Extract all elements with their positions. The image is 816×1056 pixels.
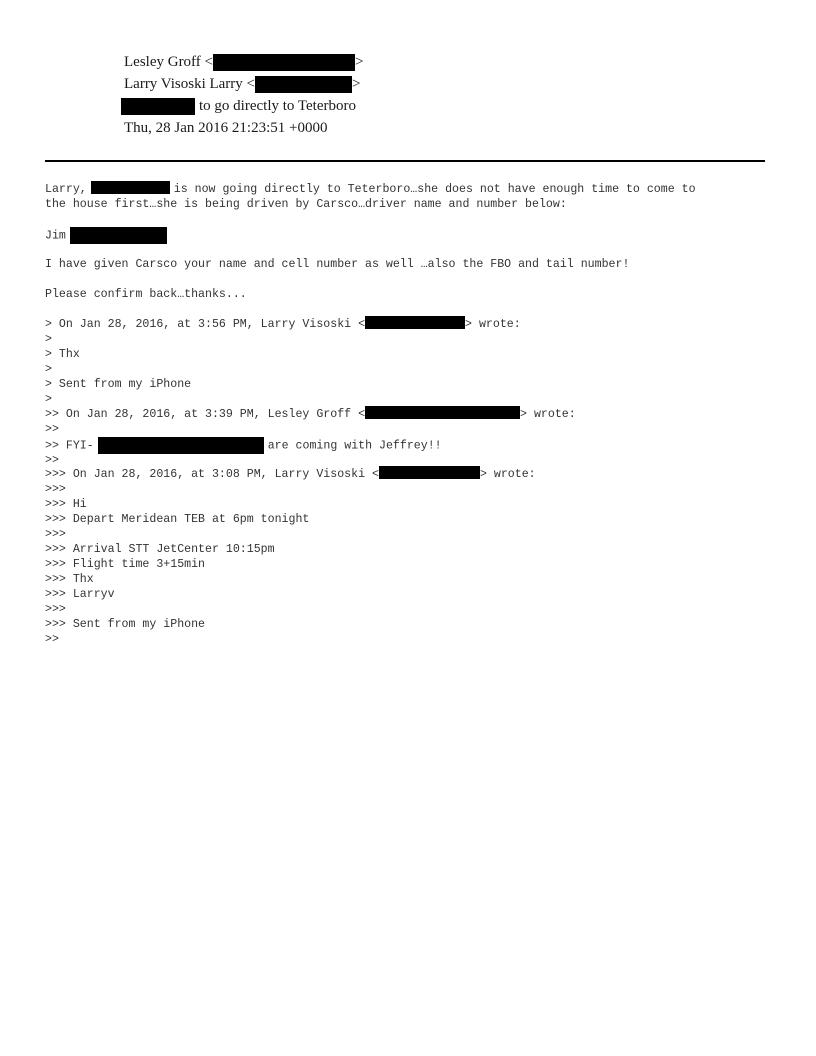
redaction-block bbox=[98, 437, 264, 454]
date-value: Thu, 28 Jan 2016 21:23:51 +0000 bbox=[124, 120, 328, 136]
quote-line: >>> bbox=[45, 528, 66, 541]
quote-line: >>> Larryv bbox=[45, 588, 115, 601]
body-line: I have given Carsco your name and cell number as well …also the FBO and tail number! bbox=[45, 258, 630, 271]
from-value: Lesley Groff < bbox=[124, 54, 213, 70]
quote-line: > Sent from my iPhone bbox=[45, 378, 192, 391]
quote-line: > Thx bbox=[45, 348, 80, 361]
body-line: Larry, is now going directly to Teterboro…she does not have enough time to come to bbox=[45, 183, 696, 196]
quote-line: > bbox=[45, 333, 52, 346]
redaction-block bbox=[213, 54, 355, 71]
redaction-block bbox=[70, 227, 167, 244]
quote-line: >>> bbox=[45, 483, 66, 496]
to-value: Larry Visoski Larry < bbox=[124, 76, 256, 92]
quote-line: >> bbox=[45, 454, 59, 467]
quote-line: >> bbox=[45, 633, 59, 646]
body-line: Jim bbox=[45, 227, 785, 244]
quote-line: >>> Depart Meridean TEB at 6pm tonight bbox=[45, 513, 310, 526]
email-body bbox=[45, 182, 785, 647]
quote-line: > On Jan 28, 2016, at 3:56 PM, Larry Visoski < > wrote: bbox=[45, 318, 521, 331]
header-divider bbox=[45, 160, 765, 162]
quote-line: >> On Jan 28, 2016, at 3:39 PM, Lesley Groff < > wrote: bbox=[45, 408, 576, 421]
redaction-block bbox=[255, 76, 352, 93]
redaction-block bbox=[121, 98, 195, 115]
body-line: the house first…she is being driven by Carsco…driver name and number below: bbox=[45, 198, 567, 211]
quote-line: >>> Hi bbox=[45, 498, 87, 511]
quote-line: >>> Thx bbox=[45, 573, 94, 586]
to-close: > bbox=[352, 76, 361, 92]
quote-line: >>> Arrival STT JetCenter 10:15pm bbox=[45, 543, 275, 556]
subject-value: to go directly to Teterboro bbox=[199, 98, 356, 114]
quote-line: > bbox=[45, 363, 52, 376]
quote-line: >>> Sent from my iPhone bbox=[45, 618, 206, 631]
quote-line: > bbox=[45, 393, 52, 406]
redaction-block bbox=[379, 466, 480, 479]
quote-line: >>> On Jan 28, 2016, at 3:08 PM, Larry Visoski < > wrote: bbox=[45, 468, 536, 481]
quote-line: >>> bbox=[45, 603, 66, 616]
quote-line: >>> Flight time 3+15min bbox=[45, 558, 206, 571]
quote-line: >> bbox=[45, 423, 59, 436]
redaction-block bbox=[365, 406, 520, 419]
redaction-block bbox=[365, 316, 465, 329]
redaction-block bbox=[91, 181, 170, 194]
quote-line: >> FYI- are coming with Jeffrey!! bbox=[45, 437, 785, 454]
body-line: Please confirm back…thanks... bbox=[45, 288, 247, 301]
from-close: > bbox=[355, 54, 364, 70]
